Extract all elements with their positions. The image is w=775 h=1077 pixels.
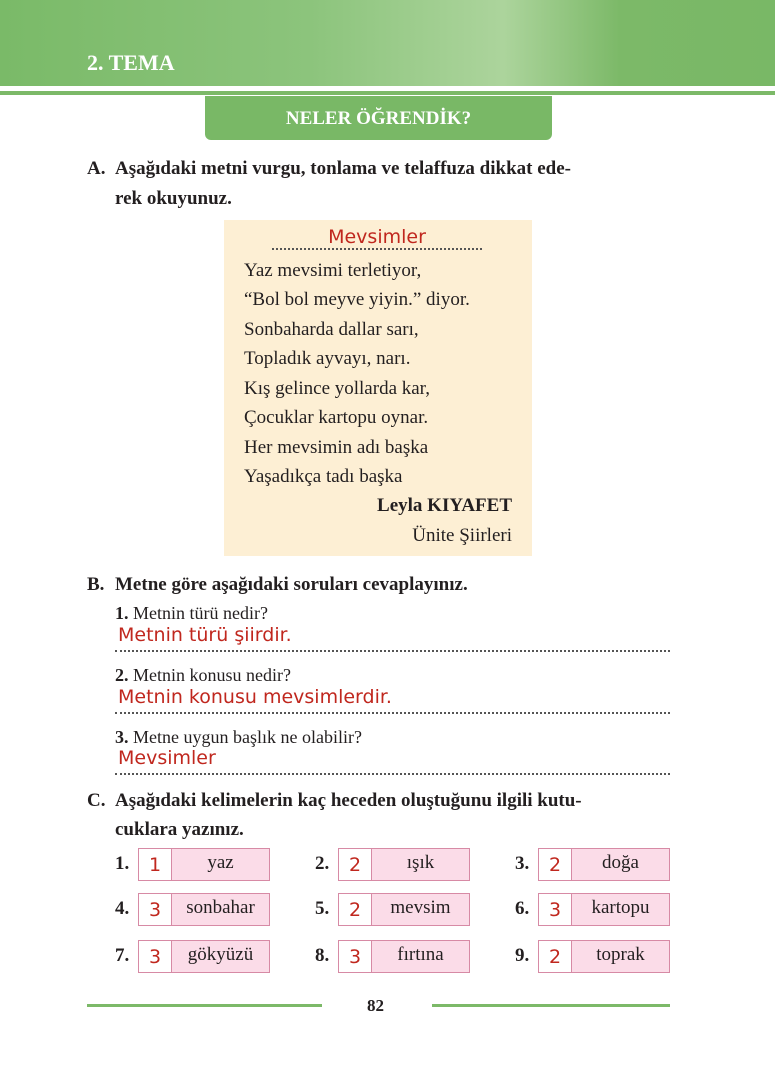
syllable-word: kartopu	[572, 894, 669, 925]
item-number: 3.	[515, 853, 530, 874]
syllable-item	[138, 848, 270, 881]
syllable-word: yaz	[172, 849, 269, 880]
syllable-item	[138, 893, 270, 926]
poem-title-field	[272, 226, 482, 250]
section-a-instruction: Aşağıdaki metni vurgu, tonlama ve telaffuza dikkat ede-	[115, 158, 571, 179]
poem-author: Leyla KIYAFET	[377, 495, 512, 516]
answer-field-2[interactable]: Metnin konusu mevsimlerdir.	[115, 690, 670, 714]
syllable-answer-box[interactable]: 1	[139, 849, 172, 880]
poem-line: Kış gelince yollarda kar,	[244, 378, 431, 399]
item-number: 6.	[515, 898, 530, 919]
syllable-answer-box[interactable]: 3	[539, 894, 572, 925]
syllable-item	[338, 893, 470, 926]
theme-title: 2. TEMA	[87, 50, 175, 75]
item-number: 9.	[515, 945, 530, 966]
syllable-word: gökyüzü	[172, 941, 269, 972]
syllable-answer-box[interactable]: 2	[339, 894, 372, 925]
syllable-word: fırtına	[372, 941, 469, 972]
syllable-answer-box[interactable]: 3	[139, 894, 172, 925]
page-number: 82	[367, 996, 384, 1015]
answer-field-3[interactable]: Mevsimler	[115, 751, 670, 775]
poem-line: Çocuklar kartopu oynar.	[244, 407, 429, 428]
syllable-item	[338, 848, 470, 881]
item-number: 5.	[315, 898, 330, 919]
footer-line-right	[432, 1004, 670, 1007]
question-1: 1. Metnin türü nedir?	[115, 603, 268, 623]
syllable-item	[338, 940, 470, 973]
syllable-answer-box[interactable]: 3	[339, 941, 372, 972]
syllable-word: sonbahar	[172, 894, 269, 925]
syllable-answer-box[interactable]: 2	[539, 941, 572, 972]
item-number: 7.	[115, 945, 130, 966]
poem-line: Sonbaharda dallar sarı,	[244, 319, 419, 340]
poem-line: Topladık ayvayı, narı.	[244, 348, 411, 369]
poem-line: “Bol bol meyve yiyin.” diyor.	[244, 289, 470, 310]
syllable-word: doğa	[572, 849, 669, 880]
poem-line: Yaz mevsimi terletiyor,	[244, 260, 422, 281]
poem-line: Her mevsimin adı başka	[244, 437, 429, 458]
header-divider	[0, 91, 775, 95]
footer-line-left	[87, 1004, 322, 1007]
item-number: 2.	[315, 853, 330, 874]
poem-line: Yaşadıkça tadı başka	[244, 466, 403, 487]
syllable-word: toprak	[572, 941, 669, 972]
syllable-answer-box[interactable]: 3	[139, 941, 172, 972]
item-number: 4.	[115, 898, 130, 919]
syllable-item	[538, 940, 670, 973]
item-number: 8.	[315, 945, 330, 966]
section-b-instruction: Metne göre aşağıdaki soruları cevaplayınız.	[115, 574, 468, 595]
syllable-answer-box[interactable]: 2	[539, 849, 572, 880]
syllable-answer-box[interactable]: 2	[339, 849, 372, 880]
section-c-instruction: Aşağıdaki kelimelerin kaç heceden oluştuğunu ilgili kutu-	[115, 790, 582, 811]
poem-source: Ünite Şiirleri	[412, 525, 512, 546]
syllable-word: ışık	[372, 849, 469, 880]
section-a-instruction-2: rek okuyunuz.	[115, 188, 232, 209]
syllable-item	[538, 893, 670, 926]
poem-box	[224, 220, 532, 556]
answer-field-1[interactable]: Metnin türü şiirdir.	[115, 628, 670, 652]
section-c-instruction-2: cuklara yazınız.	[115, 819, 244, 840]
section-a-label: A.	[87, 158, 106, 179]
section-c-label: C.	[87, 790, 106, 811]
question-3: 3. Metne uygun başlık ne olabilir?	[115, 727, 362, 747]
poem-title: Mevsimler	[328, 226, 426, 248]
item-number: 1.	[115, 853, 130, 874]
syllable-item	[538, 848, 670, 881]
question-2: 2. Metnin konusu nedir?	[115, 665, 291, 685]
section-b-label: B.	[87, 574, 105, 595]
syllable-item	[138, 940, 270, 973]
syllable-word: mevsim	[372, 894, 469, 925]
section-title: NELER ÖĞRENDİK?	[205, 96, 552, 140]
